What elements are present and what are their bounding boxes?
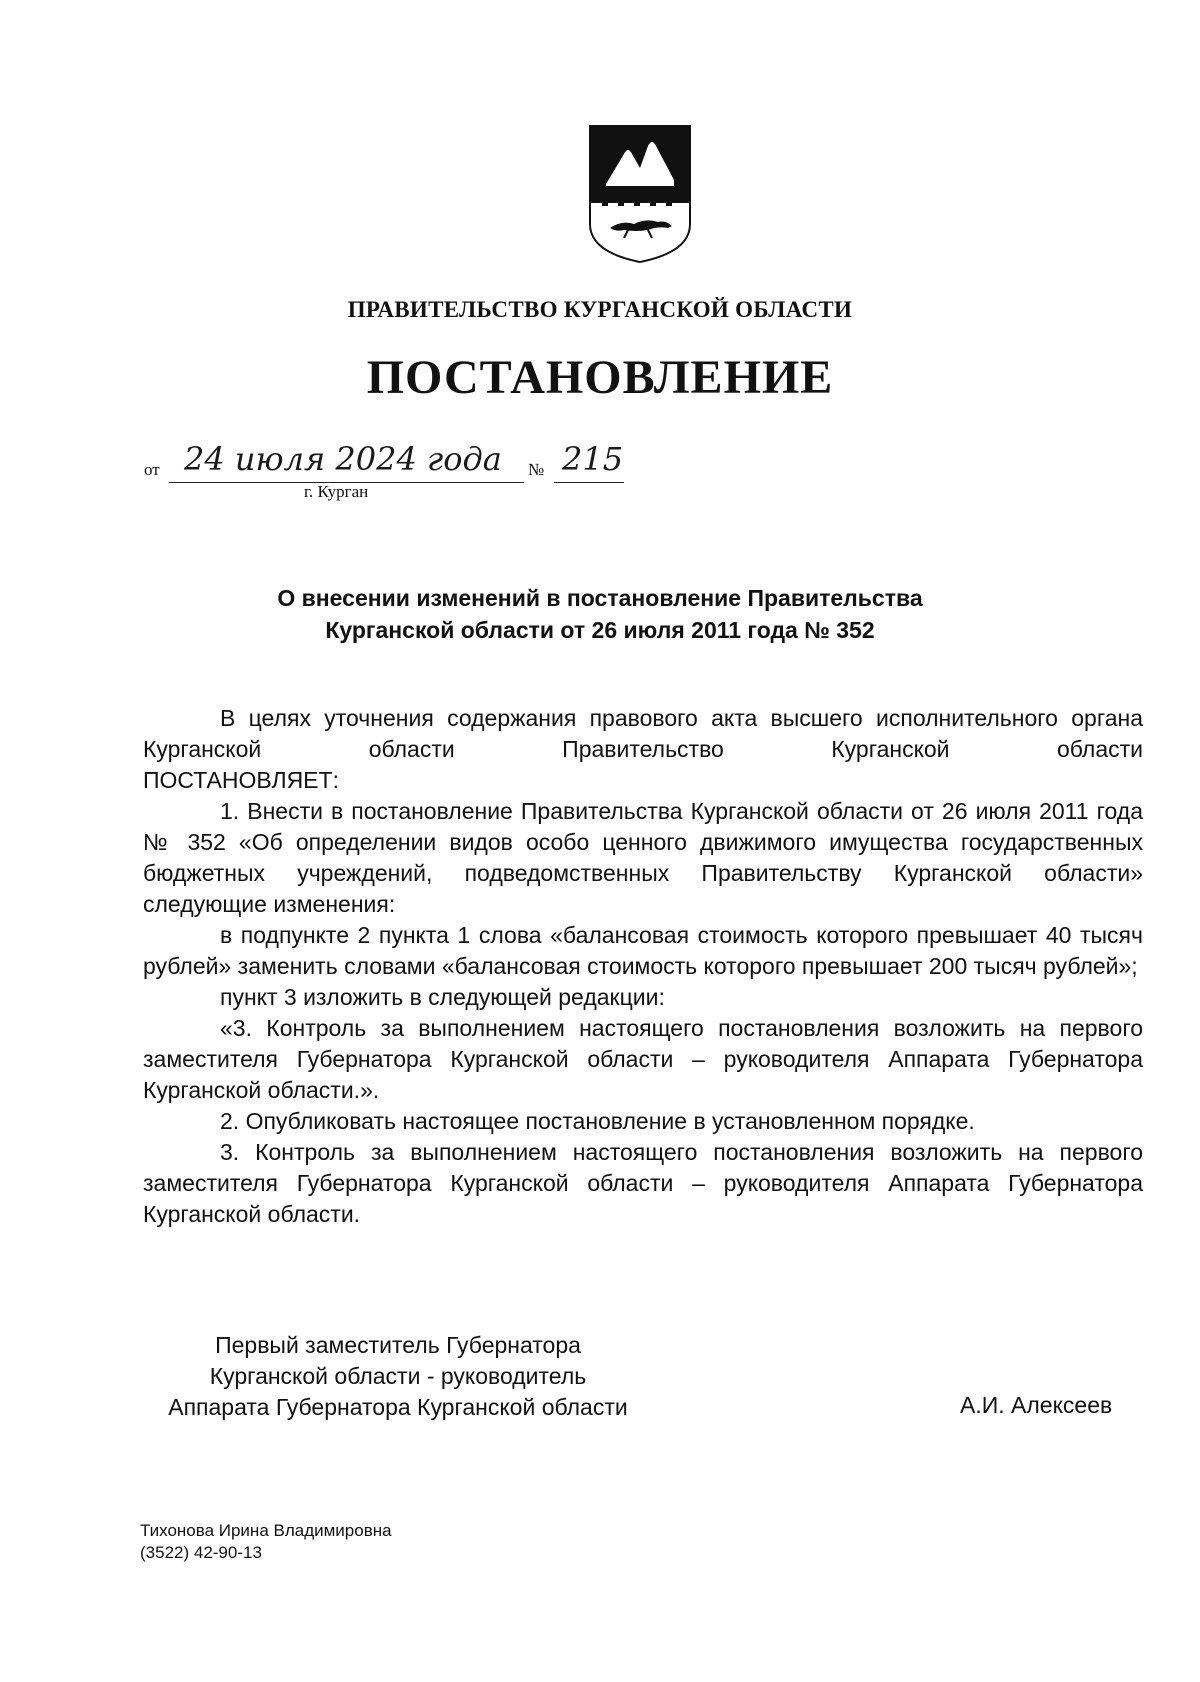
handwritten-date: 24 июля 2024 года xyxy=(184,440,502,478)
item-1-sub-1-paragraph: в подпункте 2 пункта 1 слова «балансовая стоимость которого превышает 40 тысяч рублей» заменить словами «балансовая стоимость которого превышает 200 тысяч рублей»; xyxy=(143,922,1143,979)
executor-phone: (3522) 42-90-13 xyxy=(140,1543,262,1562)
subject-line-2: Курганской области от 26 июля 2011 года № 352 xyxy=(325,617,875,643)
resolves-label: ПОСТАНОВЛЯЕТ: xyxy=(143,767,339,793)
item-2-paragraph: 2. Опубликовать настоящее постановление в установленном порядке. xyxy=(220,1108,975,1134)
document-subject xyxy=(150,582,1050,646)
preamble-paragraph: В целях уточнения содержания правового акта высшего исполнительного органа Курганской области Правительство Курганской области xyxy=(143,705,1143,762)
subject-line-1: О внесении изменений в постановление Правительства xyxy=(277,585,923,611)
signatory-title-line-1: Первый заместитель Губернатора xyxy=(215,1332,581,1358)
number-underline xyxy=(554,482,624,483)
item-1-paragraph: 1. Внести в постановление Правительства Курганской области от 26 июля 2011 года № 352 «Об определении видов особо ценного движимого имущества государственных бюджетных учреждений, подведомственных Правительству Курганской области» следующие изменения: xyxy=(143,798,1143,917)
document-body xyxy=(143,703,1143,1230)
number-label: № xyxy=(528,460,545,479)
city-label: г. Курган xyxy=(304,482,369,501)
coat-of-arms-emblem xyxy=(588,124,692,264)
executor-block xyxy=(140,1520,392,1564)
date-from-label: от xyxy=(144,460,160,479)
signatory-title-line-3: Аппарата Губернатора Курганской области xyxy=(168,1394,628,1420)
item-3-paragraph: 3. Контроль за выполнением настоящего постановления возложить на первого заместителя Губернатора Курганской области – руководителя Аппарата Губернатора Курганской области. xyxy=(143,1139,1143,1227)
document-type-title: ПОСТАНОВЛЕНИЕ xyxy=(366,351,834,404)
item-1-sub-3-paragraph: «3. Контроль за выполнением настоящего постановления возложить на первого заместителя Губернатора Курганской области – руководителя Аппарата Губернатора Курганской области.». xyxy=(143,1015,1143,1103)
signatory-title xyxy=(133,1330,663,1423)
item-1-sub-2-paragraph: пункт 3 изложить в следующей редакции: xyxy=(220,984,665,1010)
handwritten-number: 215 xyxy=(562,440,624,478)
signatory-title-line-2: Курганской области - руководитель xyxy=(209,1363,587,1389)
signatory-name: А.И. Алексеев xyxy=(960,1392,1113,1418)
date-number-row xyxy=(144,440,664,510)
executor-name: Тихонова Ирина Владимировна xyxy=(140,1521,392,1540)
authority-title: ПРАВИТЕЛЬСТВО КУРГАНСКОЙ ОБЛАСТИ xyxy=(347,297,853,322)
